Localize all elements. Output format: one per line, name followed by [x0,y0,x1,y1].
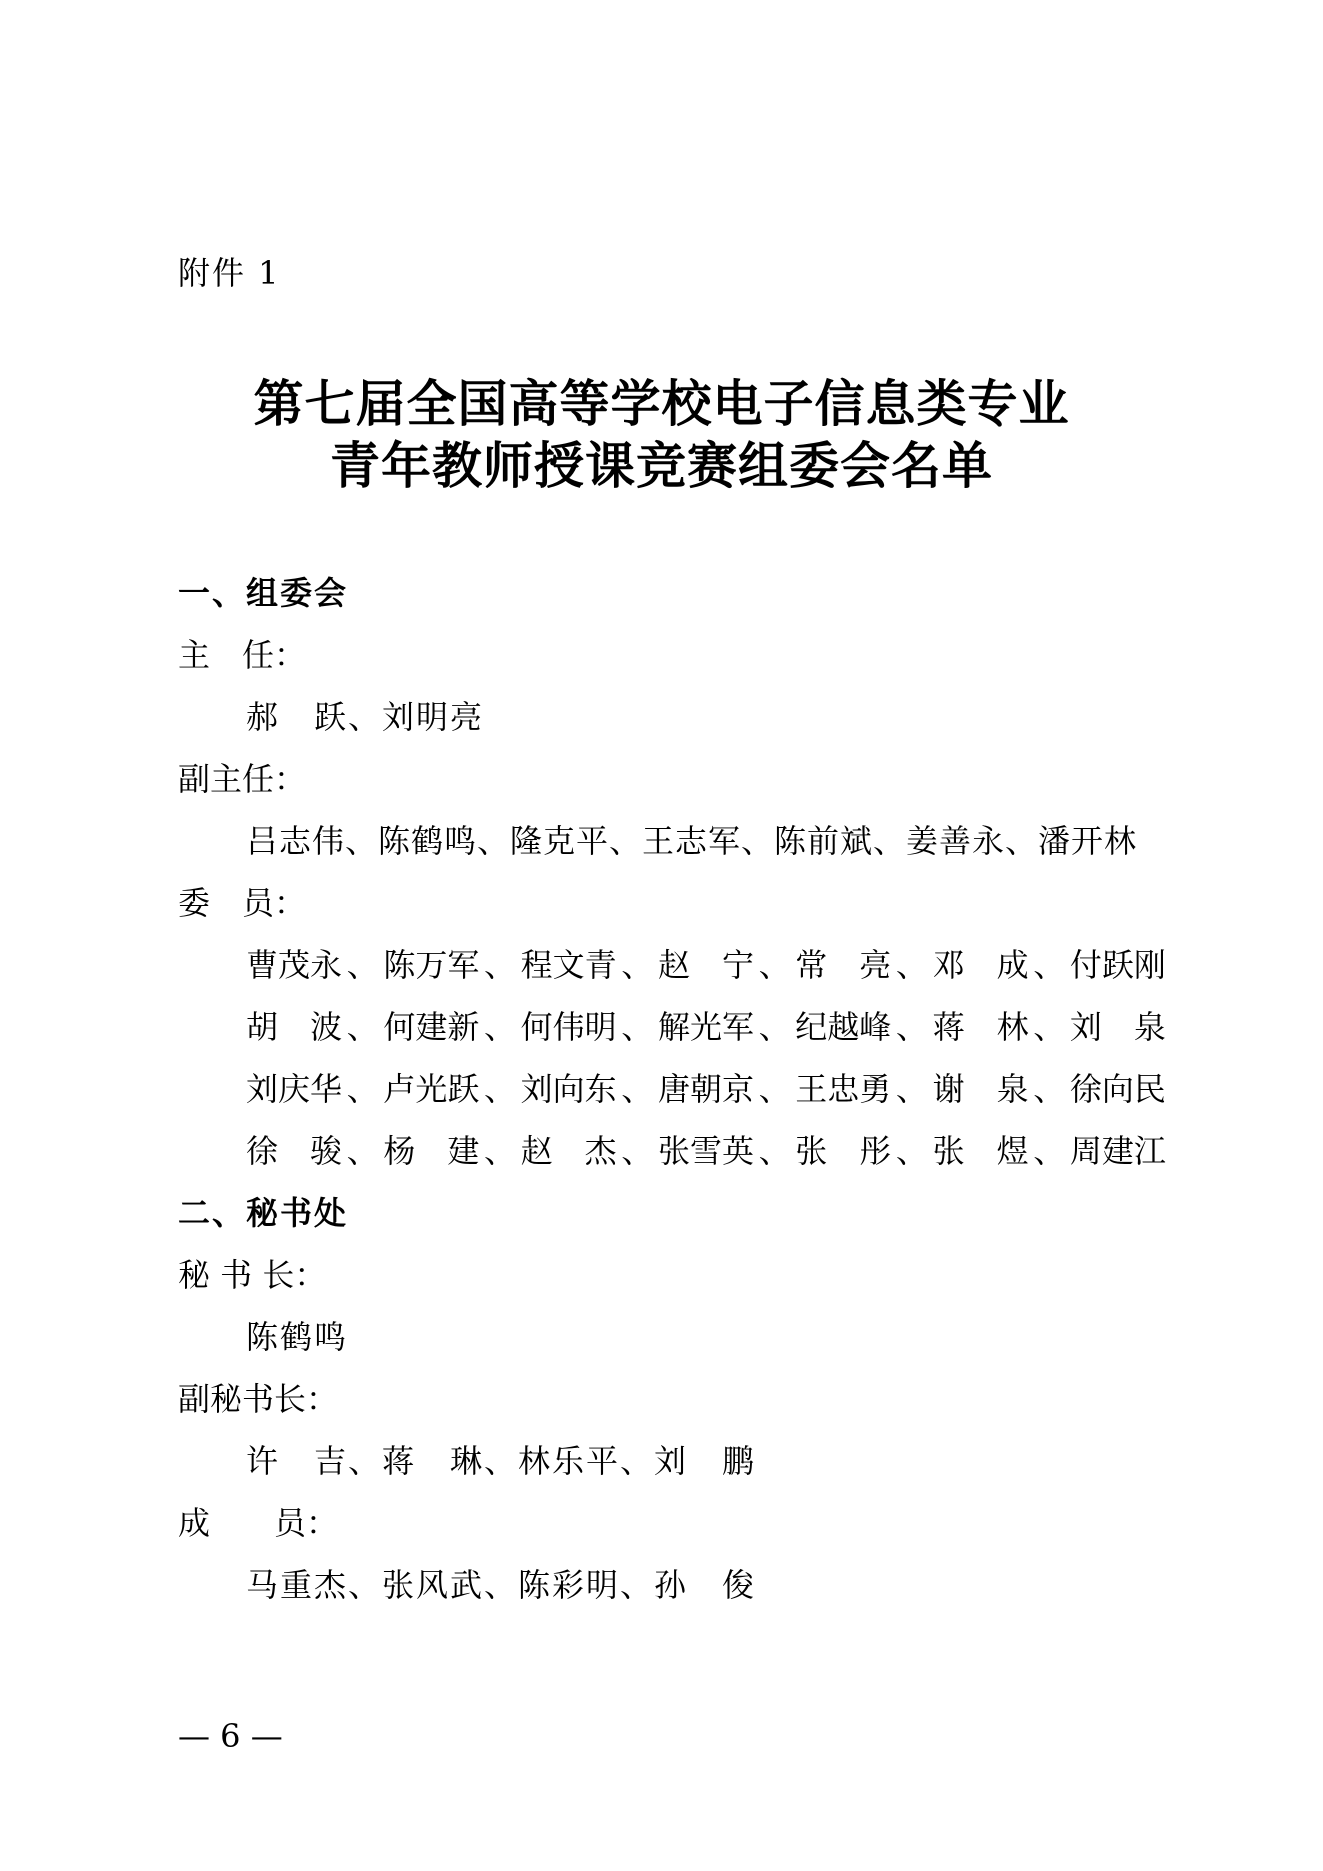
member-name: 何建新 [383,1008,480,1046]
section-heading-secretariat: 二、秘书处 [178,1194,349,1232]
member-row: 刘庆华 、 卢光跃 、 刘向东 、 唐朝京 、 王忠勇 、 谢 泉 、 徐向民 [246,1064,1166,1110]
member-name: 卢光跃 [383,1070,480,1108]
member-name: 赵 宁 [657,946,754,984]
member-row: 曹茂永 、 陈万军 、 程文青 、 赵 宁 、 常 亮 、 邓 成 、 付跃刚 [246,940,1166,986]
member-row: 徐 骏 、 杨 建 、 赵 杰 、 张雪英 、 张 彤 、 张 煜 、 周建江 [246,1126,1166,1172]
member-name: 张雪英 [657,1132,754,1170]
member-name: 周建江 [1069,1132,1166,1170]
member-name: 王忠勇 [795,1070,892,1108]
document-title-line1: 第七届全国高等学校电子信息类专业 [253,375,1070,433]
member-name: 曹茂永 [246,946,343,984]
member-name: 常 亮 [795,946,892,984]
member-name: 蒋 林 [932,1008,1029,1046]
member-name: 赵 杰 [520,1132,617,1170]
member-name: 谢 泉 [932,1070,1029,1108]
director-label: 主 任： [178,636,307,674]
director-names: 郝 跃、刘明亮 [246,698,485,736]
vice-director-names: 吕志伟、陈鹤鸣、隆克平、王志军、陈前斌、姜善永、潘开林 [246,822,1138,860]
member-name: 胡 波 [246,1008,343,1046]
members-label: 委 员： [178,884,307,922]
member-row: 胡 波 、 何建新 、 何伟明 、 解光军 、 纪越峰 、 蒋 林 、 刘 泉 [246,1002,1166,1048]
member-name: 付跃刚 [1069,946,1166,984]
member-name: 张 煜 [932,1132,1029,1170]
member-name: 陈万军 [383,946,480,984]
member-name: 徐 骏 [246,1132,343,1170]
staff-names: 马重杰、张风武、陈彩明、孙 俊 [246,1566,757,1604]
document-title-line2: 青年教师授课竞赛组委会名单 [330,437,993,495]
deputy-secretary-names: 许 吉、蒋 琳、林乐平、刘 鹏 [246,1442,757,1480]
member-name: 张 彤 [795,1132,892,1170]
member-name: 唐朝京 [657,1070,754,1108]
vice-director-label: 副主任： [178,760,307,798]
deputy-secretary-label: 副秘书长： [178,1380,339,1418]
member-name: 解光军 [657,1008,754,1046]
staff-label: 成 员： [178,1504,339,1542]
member-name: 刘庆华 [246,1070,343,1108]
member-name: 何伟明 [520,1008,617,1046]
secretary-general-names: 陈鹤鸣 [246,1318,349,1356]
member-name: 徐向民 [1069,1070,1166,1108]
attachment-label: 附件 1 [178,254,281,292]
member-name: 刘 泉 [1069,1008,1166,1046]
secretary-general-label: 秘 书 长： [178,1256,327,1294]
member-name: 纪越峰 [795,1008,892,1046]
member-name: 程文青 [520,946,617,984]
member-name: 刘向东 [520,1070,617,1108]
section-heading-committee: 一、组委会 [178,574,349,612]
member-name: 邓 成 [932,946,1029,984]
member-name: 杨 建 [383,1132,480,1170]
page-number: — 6 — [178,1717,283,1755]
